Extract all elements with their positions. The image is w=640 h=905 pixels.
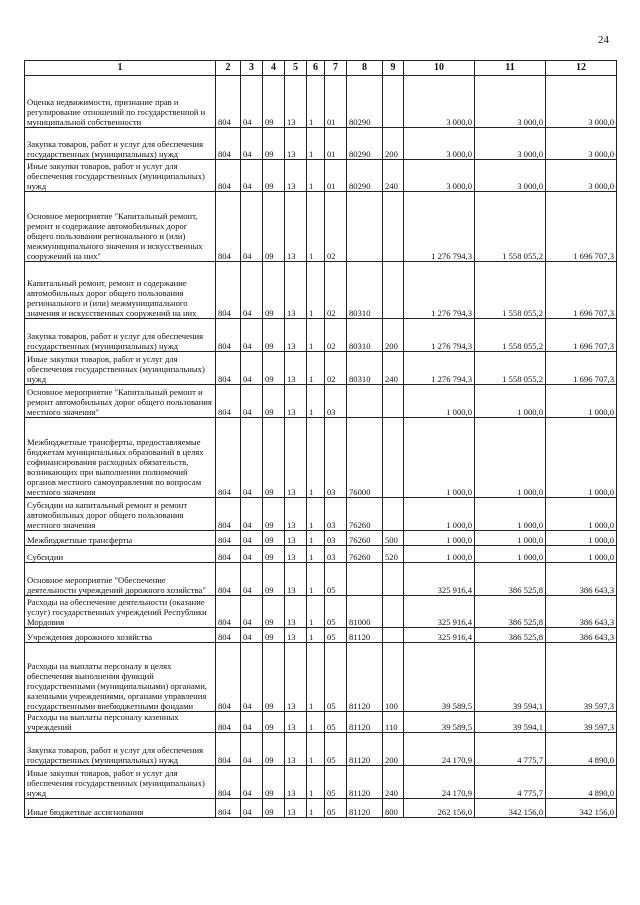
amount-cell: 4 775,7 (475, 766, 546, 799)
code-cell: 13 (285, 352, 307, 385)
code-cell: 04 (241, 712, 263, 733)
code-cell: 13 (285, 546, 307, 563)
amount-cell: 1 558 055,2 (475, 262, 546, 319)
code-cell: 520 (383, 546, 404, 563)
code-cell: 1 (307, 546, 325, 563)
code-cell: 04 (241, 76, 263, 128)
code-cell: 13 (285, 628, 307, 643)
table-row (25, 498, 617, 531)
amount-cell: 4 890,0 (546, 733, 617, 766)
code-cell: 76260 (347, 498, 383, 531)
code-cell: 804 (216, 643, 241, 712)
code-cell: 80310 (347, 319, 383, 352)
table-row (25, 546, 617, 563)
code-cell: 05 (325, 799, 347, 818)
code-cell: 09 (263, 76, 285, 128)
code-cell: 01 (325, 76, 347, 128)
amount-cell: 386 643,3 (546, 596, 617, 628)
code-cell: 81120 (347, 733, 383, 766)
amount-cell: 386 525,8 (475, 628, 546, 643)
code-cell: 76260 (347, 546, 383, 563)
amount-cell: 39 597,3 (546, 712, 617, 733)
code-cell: 13 (285, 192, 307, 262)
code-cell: 04 (241, 733, 263, 766)
code-cell: 05 (325, 766, 347, 799)
code-cell: 04 (241, 563, 263, 596)
code-cell: 240 (383, 160, 404, 192)
code-cell: 03 (325, 418, 347, 498)
row-description: Основное мероприятие "Обеспечение деятельности учреждений дорожного хозяйства" (25, 563, 216, 596)
code-cell: 804 (216, 563, 241, 596)
column-header: 8 (347, 61, 383, 76)
code-cell: 81120 (347, 628, 383, 643)
amount-cell: 39 589,5 (404, 643, 475, 712)
table-row (25, 319, 617, 352)
code-cell (383, 76, 404, 128)
code-cell: 09 (263, 546, 285, 563)
code-cell: 1 (307, 643, 325, 712)
code-cell: 804 (216, 628, 241, 643)
amount-cell: 1 696 707,3 (546, 352, 617, 385)
code-cell: 01 (325, 160, 347, 192)
code-cell (383, 418, 404, 498)
amount-cell: 1 276 794,3 (404, 352, 475, 385)
code-cell: 13 (285, 733, 307, 766)
code-cell: 04 (241, 766, 263, 799)
amount-cell: 1 000,0 (546, 531, 617, 546)
amount-cell: 1 000,0 (475, 531, 546, 546)
code-cell: 1 (307, 596, 325, 628)
code-cell: 1 (307, 628, 325, 643)
code-cell: 1 (307, 418, 325, 498)
table-row (25, 128, 617, 160)
amount-cell: 342 156,0 (546, 799, 617, 818)
table-row (25, 799, 617, 818)
table-row (25, 531, 617, 546)
row-description: Межбюджетные трансферты, предоставляемые бюджетам муниципальных образований в целях софинансирования расходных обязательств, возникающих при выполнении полномочий органов местного самоуправления по вопросам местного значения (25, 418, 216, 498)
code-cell: 1 (307, 733, 325, 766)
amount-cell: 1 000,0 (475, 546, 546, 563)
table-row (25, 192, 617, 262)
code-cell: 03 (325, 385, 347, 418)
code-cell (347, 192, 383, 262)
amount-cell: 386 643,3 (546, 563, 617, 596)
code-cell: 1 (307, 712, 325, 733)
code-cell (383, 628, 404, 643)
code-cell: 09 (263, 733, 285, 766)
column-header: 1 (25, 61, 216, 76)
code-cell: 09 (263, 385, 285, 418)
code-cell: 81120 (347, 799, 383, 818)
code-cell: 04 (241, 319, 263, 352)
amount-cell: 1 000,0 (404, 385, 475, 418)
code-cell (383, 385, 404, 418)
code-cell: 13 (285, 643, 307, 712)
row-description: Капитальный ремонт, ремонт и содержание автомобильных дорог общего пользования регионального и (или) межмуниципального значения и искусственных сооружений на них (25, 262, 216, 319)
code-cell: 04 (241, 128, 263, 160)
amount-cell: 1 696 707,3 (546, 262, 617, 319)
code-cell: 804 (216, 385, 241, 418)
code-cell: 04 (241, 160, 263, 192)
amount-cell: 1 000,0 (475, 498, 546, 531)
code-cell: 04 (241, 531, 263, 546)
code-cell: 1 (307, 766, 325, 799)
row-description: Расходы на выплаты персоналу в целях обеспечения выполнения функций государственными (муниципальными) органами, казенными учреждениями, органами управления государственными внебюджетными фондами (25, 643, 216, 712)
code-cell: 05 (325, 563, 347, 596)
column-header: 6 (307, 61, 325, 76)
code-cell: 04 (241, 546, 263, 563)
code-cell: 13 (285, 128, 307, 160)
code-cell: 1 (307, 799, 325, 818)
code-cell: 1 (307, 531, 325, 546)
column-header: 9 (383, 61, 404, 76)
code-cell: 804 (216, 712, 241, 733)
code-cell: 80290 (347, 128, 383, 160)
code-cell: 02 (325, 352, 347, 385)
column-header: 7 (325, 61, 347, 76)
code-cell: 13 (285, 160, 307, 192)
code-cell: 09 (263, 418, 285, 498)
code-cell: 804 (216, 76, 241, 128)
amount-cell: 1 000,0 (546, 498, 617, 531)
code-cell: 13 (285, 76, 307, 128)
column-header: 10 (404, 61, 475, 76)
row-description: Расходы на обеспечение деятельности (оказание услуг) государственных учреждений Республики Мордовия (25, 596, 216, 628)
amount-cell: 386 525,8 (475, 563, 546, 596)
code-cell: 05 (325, 643, 347, 712)
code-cell: 804 (216, 192, 241, 262)
code-cell: 13 (285, 531, 307, 546)
table-row (25, 76, 617, 128)
column-header: 5 (285, 61, 307, 76)
code-cell: 09 (263, 531, 285, 546)
code-cell: 04 (241, 352, 263, 385)
amount-cell: 39 594,1 (475, 643, 546, 712)
code-cell: 09 (263, 160, 285, 192)
column-header: 2 (216, 61, 241, 76)
code-cell: 13 (285, 596, 307, 628)
row-description: Закупка товаров, работ и услуг для обеспечения государственных (муниципальных) нужд (25, 733, 216, 766)
amount-cell: 1 000,0 (404, 546, 475, 563)
code-cell: 240 (383, 352, 404, 385)
code-cell: 04 (241, 262, 263, 319)
code-cell: 02 (325, 262, 347, 319)
code-cell: 1 (307, 352, 325, 385)
amount-cell: 1 000,0 (475, 385, 546, 418)
code-cell: 804 (216, 498, 241, 531)
code-cell: 100 (383, 643, 404, 712)
code-cell: 804 (216, 319, 241, 352)
code-cell: 1 (307, 128, 325, 160)
amount-cell: 3 000,0 (404, 160, 475, 192)
code-cell: 09 (263, 799, 285, 818)
column-header: 3 (241, 61, 263, 76)
amount-cell: 1 696 707,3 (546, 192, 617, 262)
code-cell: 804 (216, 596, 241, 628)
code-cell: 04 (241, 799, 263, 818)
code-cell (383, 262, 404, 319)
code-cell: 09 (263, 498, 285, 531)
amount-cell: 262 156,0 (404, 799, 475, 818)
code-cell (383, 498, 404, 531)
amount-cell: 342 156,0 (475, 799, 546, 818)
code-cell: 09 (263, 192, 285, 262)
code-cell: 05 (325, 712, 347, 733)
code-cell: 03 (325, 531, 347, 546)
amount-cell: 3 000,0 (475, 160, 546, 192)
code-cell: 09 (263, 766, 285, 799)
code-cell: 04 (241, 418, 263, 498)
table-row (25, 385, 617, 418)
amount-cell: 3 000,0 (475, 128, 546, 160)
amount-cell: 3 000,0 (546, 160, 617, 192)
code-cell: 09 (263, 352, 285, 385)
code-cell: 76000 (347, 418, 383, 498)
amount-cell: 1 000,0 (404, 498, 475, 531)
code-cell: 13 (285, 319, 307, 352)
row-description: Иные закупки товаров, работ и услуг для обеспечения государственных (муниципальных) нужд (25, 766, 216, 799)
amount-cell: 1 000,0 (475, 418, 546, 498)
code-cell: 80290 (347, 160, 383, 192)
code-cell: 804 (216, 733, 241, 766)
row-description: Межбюджетные трансферты (25, 531, 216, 546)
code-cell (383, 596, 404, 628)
code-cell: 1 (307, 192, 325, 262)
table-row (25, 712, 617, 733)
table-row (25, 418, 617, 498)
code-cell: 200 (383, 319, 404, 352)
code-cell: 13 (285, 766, 307, 799)
code-cell: 02 (325, 319, 347, 352)
code-cell: 804 (216, 160, 241, 192)
row-description: Закупка товаров, работ и услуг для обеспечения государственных (муниципальных) нужд (25, 319, 216, 352)
code-cell: 09 (263, 643, 285, 712)
table-row (25, 160, 617, 192)
code-cell: 04 (241, 643, 263, 712)
code-cell (347, 563, 383, 596)
code-cell: 200 (383, 733, 404, 766)
amount-cell: 325 916,4 (404, 628, 475, 643)
code-cell: 13 (285, 799, 307, 818)
code-cell: 13 (285, 498, 307, 531)
code-cell: 09 (263, 628, 285, 643)
code-cell: 804 (216, 262, 241, 319)
table-row (25, 628, 617, 643)
amount-cell: 4 775,7 (475, 733, 546, 766)
code-cell: 03 (325, 498, 347, 531)
code-cell: 04 (241, 628, 263, 643)
budget-table (24, 60, 617, 818)
code-cell: 81120 (347, 643, 383, 712)
code-cell: 13 (285, 712, 307, 733)
code-cell: 80310 (347, 262, 383, 319)
code-cell: 1 (307, 262, 325, 319)
code-cell: 1 (307, 563, 325, 596)
table-row (25, 563, 617, 596)
code-cell: 800 (383, 799, 404, 818)
table-row (25, 643, 617, 712)
amount-cell: 24 170,9 (404, 766, 475, 799)
code-cell: 1 (307, 319, 325, 352)
code-cell: 804 (216, 418, 241, 498)
amount-cell: 3 000,0 (475, 76, 546, 128)
amount-cell: 3 000,0 (404, 128, 475, 160)
row-description: Субсидии на капитальный ремонт и ремонт автомобильных дорог общего пользования местного значения (25, 498, 216, 531)
column-header: 4 (263, 61, 285, 76)
amount-cell: 3 000,0 (546, 128, 617, 160)
code-cell: 04 (241, 192, 263, 262)
amount-cell: 1 276 794,3 (404, 262, 475, 319)
code-cell: 240 (383, 766, 404, 799)
amount-cell: 3 000,0 (546, 76, 617, 128)
code-cell: 804 (216, 546, 241, 563)
amount-cell: 4 890,0 (546, 766, 617, 799)
code-cell: 1 (307, 160, 325, 192)
code-cell: 804 (216, 531, 241, 546)
code-cell: 09 (263, 563, 285, 596)
table-header-row (25, 61, 617, 76)
amount-cell: 3 000,0 (404, 76, 475, 128)
code-cell: 804 (216, 766, 241, 799)
code-cell: 804 (216, 352, 241, 385)
code-cell: 05 (325, 628, 347, 643)
code-cell: 200 (383, 128, 404, 160)
code-cell: 04 (241, 596, 263, 628)
code-cell: 09 (263, 712, 285, 733)
row-description: Иные бюджетные ассигнования (25, 799, 216, 818)
row-description: Иные закупки товаров, работ и услуг для обеспечения государственных (муниципальных) нужд (25, 352, 216, 385)
code-cell: 03 (325, 546, 347, 563)
code-cell: 81000 (347, 596, 383, 628)
code-cell: 804 (216, 799, 241, 818)
code-cell: 05 (325, 733, 347, 766)
amount-cell: 39 597,3 (546, 643, 617, 712)
amount-cell: 1 000,0 (546, 385, 617, 418)
table-row (25, 262, 617, 319)
page-number: 24 (598, 34, 609, 46)
amount-cell: 1 696 707,3 (546, 319, 617, 352)
amount-cell: 1 000,0 (546, 546, 617, 563)
code-cell: 500 (383, 531, 404, 546)
code-cell: 09 (263, 262, 285, 319)
row-description: Учреждения дорожного хозяйства (25, 628, 216, 643)
code-cell: 09 (263, 319, 285, 352)
code-cell: 02 (325, 192, 347, 262)
column-header: 11 (475, 61, 546, 76)
code-cell: 09 (263, 596, 285, 628)
code-cell: 81120 (347, 766, 383, 799)
code-cell: 80310 (347, 352, 383, 385)
code-cell: 01 (325, 128, 347, 160)
code-cell (383, 192, 404, 262)
amount-cell: 1 276 794,3 (404, 192, 475, 262)
code-cell: 110 (383, 712, 404, 733)
amount-cell: 1 558 055,2 (475, 319, 546, 352)
code-cell: 09 (263, 128, 285, 160)
code-cell: 1 (307, 385, 325, 418)
code-cell: 81120 (347, 712, 383, 733)
amount-cell: 39 589,5 (404, 712, 475, 733)
row-description: Субсидии (25, 546, 216, 563)
code-cell (347, 385, 383, 418)
amount-cell: 1 558 055,2 (475, 192, 546, 262)
column-header: 12 (546, 61, 617, 76)
code-cell: 13 (285, 418, 307, 498)
code-cell: 1 (307, 76, 325, 128)
code-cell: 804 (216, 128, 241, 160)
code-cell: 13 (285, 262, 307, 319)
table-row (25, 766, 617, 799)
amount-cell: 386 525,8 (475, 596, 546, 628)
code-cell (383, 563, 404, 596)
table-row (25, 733, 617, 766)
code-cell: 13 (285, 385, 307, 418)
code-cell: 76260 (347, 531, 383, 546)
amount-cell: 24 170,9 (404, 733, 475, 766)
row-description: Основное мероприятие "Капитальный ремонт, ремонт и содержание автомобильных дорог общего пользования регионального и (или) межмуниципального значения и искусственных сооружений на них" (25, 192, 216, 262)
code-cell: 80290 (347, 76, 383, 128)
code-cell: 04 (241, 385, 263, 418)
amount-cell: 1 000,0 (404, 418, 475, 498)
amount-cell: 386 643,3 (546, 628, 617, 643)
amount-cell: 1 000,0 (546, 418, 617, 498)
table-row (25, 352, 617, 385)
amount-cell: 1 558 055,2 (475, 352, 546, 385)
row-description: Основное мероприятие "Капитальный ремонт и ремонт автомобильных дорог общего пользования местного значения" (25, 385, 216, 418)
amount-cell: 325 916,4 (404, 563, 475, 596)
amount-cell: 1 276 794,3 (404, 319, 475, 352)
row-description: Иные закупки товаров, работ и услуг для обеспечения государственных (муниципальных) нужд (25, 160, 216, 192)
code-cell: 1 (307, 498, 325, 531)
code-cell: 04 (241, 498, 263, 531)
amount-cell: 39 594,1 (475, 712, 546, 733)
code-cell: 05 (325, 596, 347, 628)
code-cell: 13 (285, 563, 307, 596)
row-description: Оценка недвижимости, признание прав и регулирование отношений по государственной и муниципальной собственности (25, 76, 216, 128)
row-description: Расходы на выплаты персоналу казенных учреждений (25, 712, 216, 733)
amount-cell: 325 916,4 (404, 596, 475, 628)
row-description: Закупка товаров, работ и услуг для обеспечения государственных (муниципальных) нужд (25, 128, 216, 160)
amount-cell: 1 000,0 (404, 531, 475, 546)
table-row (25, 596, 617, 628)
